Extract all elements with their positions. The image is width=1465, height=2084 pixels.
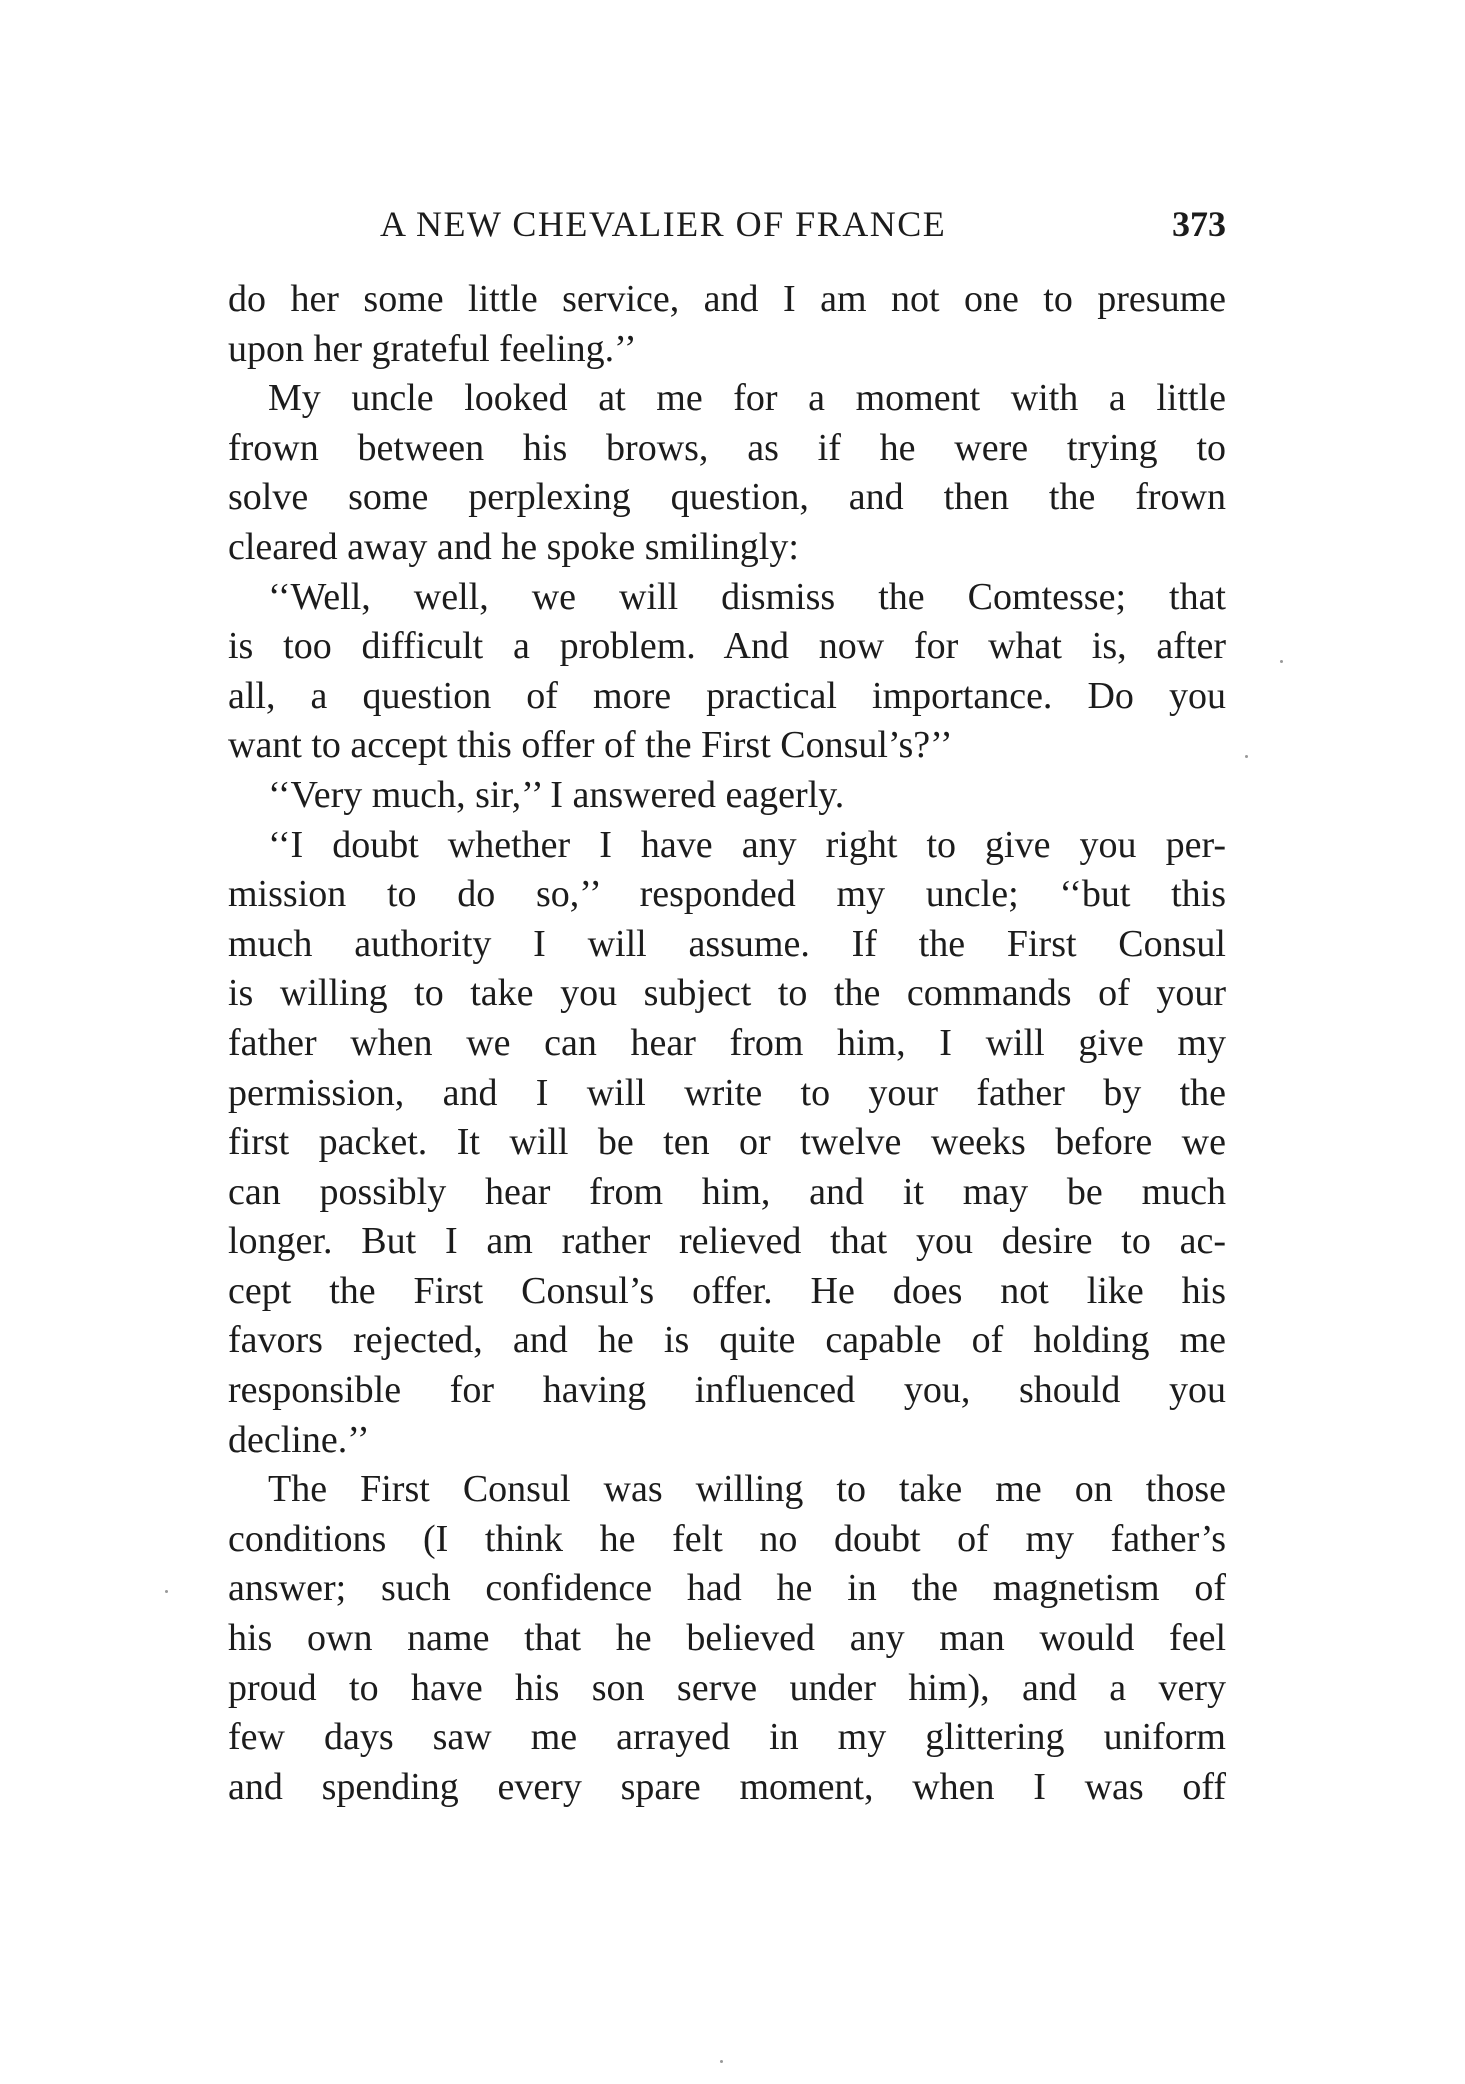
- text-line: and spending every spare moment, when I was off: [228, 1765, 1226, 1808]
- text-line: ‘‘I doubt whether I have any right to give you per-: [268, 823, 1226, 866]
- text-line: permission, and I will write to your father by the: [228, 1071, 1226, 1114]
- text-line: answer; such confidence had he in the magnetism of: [228, 1567, 1226, 1610]
- text-line: is too difficult a problem. And now for what is, after: [228, 625, 1226, 668]
- text-line: upon her grateful feeling.’’: [228, 327, 637, 370]
- text-line: want to accept this offer of the First Consul’s?’’: [228, 724, 953, 767]
- text-line: favors rejected, and he is quite capable of holding me: [228, 1319, 1226, 1362]
- paper-speck: [720, 2060, 723, 2063]
- text-line: The First Consul was willing to take me on those: [268, 1468, 1226, 1511]
- text-line: few days saw me arrayed in my glittering uniform: [228, 1716, 1226, 1759]
- running-title: A NEW CHEVALIER OF FRANCE: [380, 204, 947, 244]
- page-header: [228, 198, 1226, 250]
- body-text: [228, 275, 1226, 1812]
- text-line: ‘‘Very much, sir,’’ I answered eagerly.: [268, 773, 845, 816]
- text-line: can possibly hear from him, and it may be much: [228, 1170, 1226, 1213]
- paper-speck: [1245, 755, 1248, 758]
- paper-speck: [1280, 660, 1283, 663]
- text-line: his own name that he believed any man would feel: [228, 1617, 1226, 1660]
- text-line: much authority I will assume. If the First Consul: [228, 922, 1226, 965]
- text-line: mission to do so,’’ responded my uncle; ‘‘but this: [228, 873, 1226, 916]
- text-line: frown between his brows, as if he were trying to: [228, 426, 1226, 469]
- text-line: all, a question of more practical importance. Do you: [228, 674, 1226, 717]
- text-line: first packet. It will be ten or twelve weeks before we: [228, 1121, 1226, 1164]
- text-line: solve some perplexing question, and then the frown: [228, 476, 1226, 519]
- page-number: 373: [1172, 204, 1226, 244]
- text-line: father when we can hear from him, I will give my: [228, 1021, 1226, 1064]
- text-line: cept the First Consul’s offer. He does not like his: [228, 1269, 1226, 1312]
- paper-speck: [165, 1590, 168, 1593]
- text-line: cleared away and he spoke smilingly:: [228, 525, 799, 568]
- text-line: do her some little service, and I am not one to presume: [228, 278, 1226, 320]
- text-line: longer. But I am rather relieved that you desire to ac-: [228, 1220, 1226, 1263]
- text-line: proud to have his son serve under him), and a very: [228, 1666, 1226, 1709]
- text-line: conditions (I think he felt no doubt of my father’s: [228, 1517, 1226, 1560]
- text-line: decline.’’: [228, 1418, 370, 1461]
- text-line: responsible for having influenced you, should you: [228, 1369, 1226, 1412]
- text-line: is willing to take you subject to the commands of your: [228, 972, 1226, 1015]
- text-line: ‘‘Well, well, we will dismiss the Comtesse; that: [268, 575, 1226, 618]
- text-line: My uncle looked at me for a moment with a little: [268, 377, 1226, 420]
